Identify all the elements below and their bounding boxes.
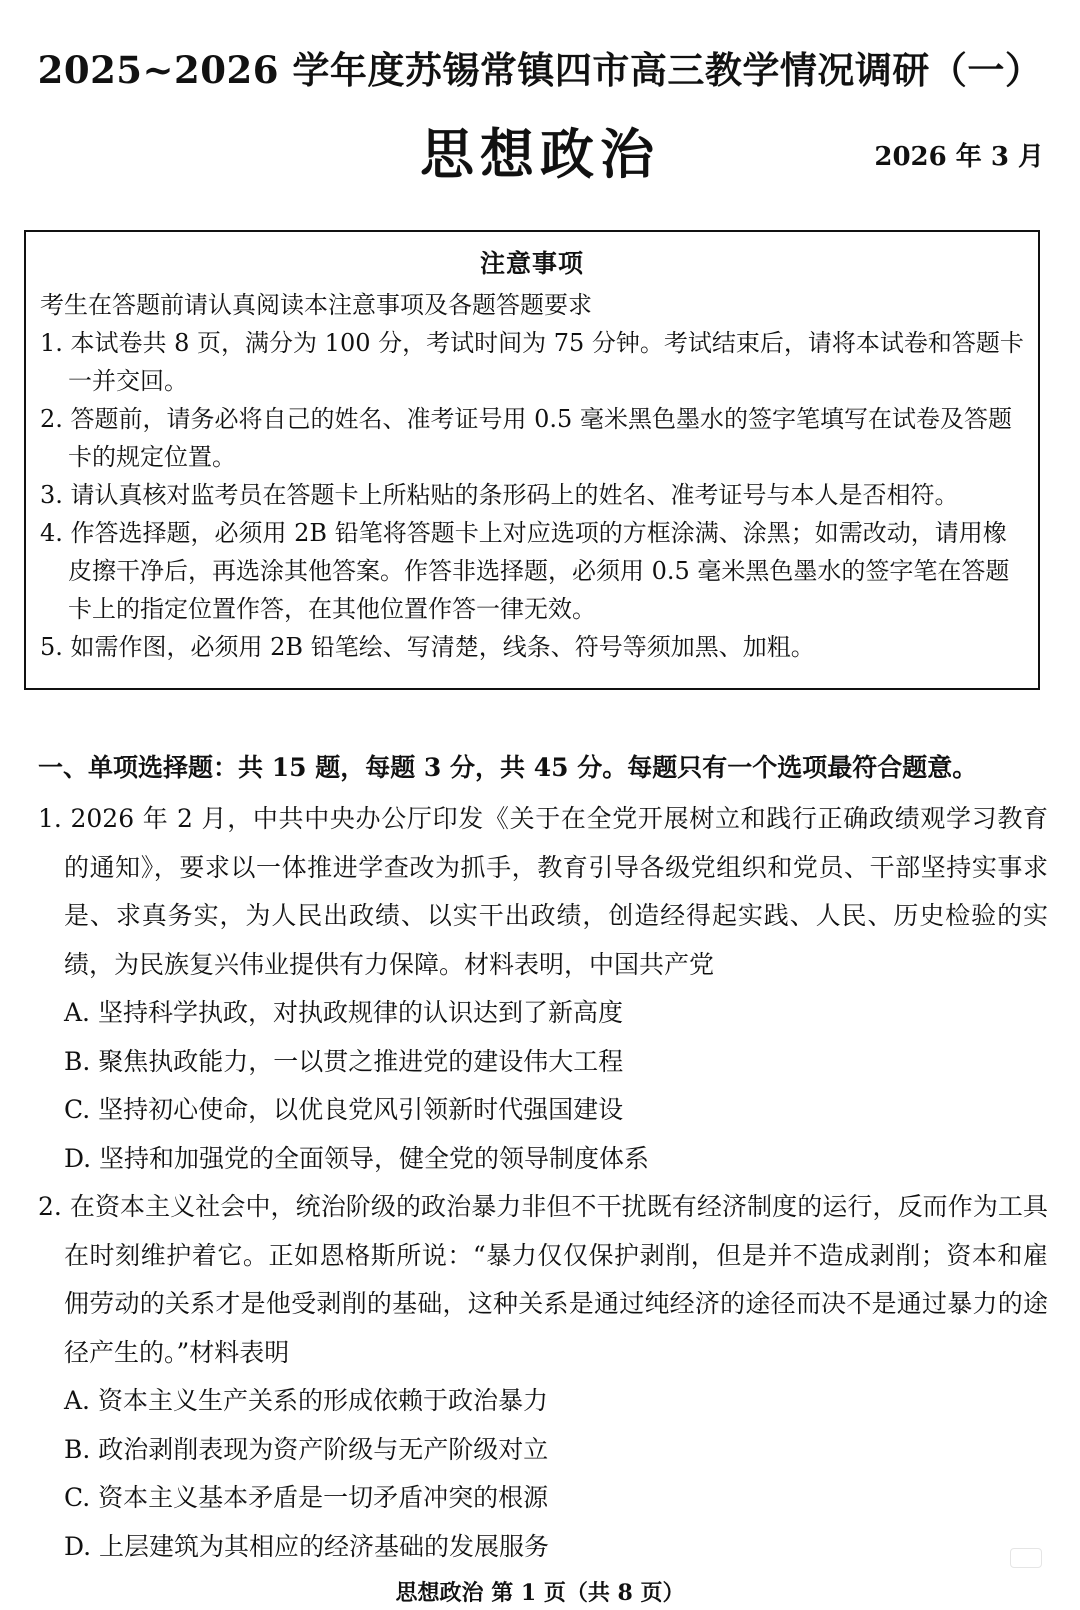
option-a: A. 坚持科学执政，对执政规律的认识达到了新高度 — [64, 998, 623, 1027]
notice-item: 3. 请认真核对监考员在答题卡上所粘贴的条形码上的姓名、准考证号与本人是否相符。 — [40, 481, 959, 509]
option-b: B. 聚焦执政能力，一以贯之推进党的建设伟大工程 — [64, 1046, 624, 1076]
notice-item: 4. 作答选择题，必须用 2B 铅笔将答题卡上对应选项的方框涂满、涂黑；如需改动，请用橡皮擦干净后，再选涂其他答案。作答非选择题，必须用 0.5 毫米黑色墨水的签字笔在答题卡上的指定位置作答，在其他位置作答一律无效。 — [40, 519, 1010, 623]
question-stem: 1. 2026 年 2 月，中共中央办公厅印发《关于在全党开展树立和践行正确政绩观学习教育的通知》，要求以一体推进学查改为抓手，教育引导各级党组织和党员、干部坚持实事求是、求真务实，为人民出政绩、以实干出政绩，创造经得起实践、人民、历史检验的实绩，为民族复兴伟业提供有力保障。材料表明，中国共产党 — [38, 804, 1048, 979]
question-stem: 2. 在资本主义社会中，统治阶级的政治暴力非但不干扰既有经济制度的运行，反而作为工具在时刻维护着它。正如恩格斯所说：“暴力仅仅保护剥削，但是并不造成剥削；资本和雇佣劳动的关系才是他受剥削的基础，这种关系是通过纯经济的途径而决不是通过暴力的途径产生的。”材料表明 — [38, 1192, 1048, 1367]
option-c: C. 资本主义基本矛盾是一切矛盾冲突的根源 — [64, 1483, 549, 1512]
question-1 — [38, 795, 1048, 1183]
option-d: D. 上层建筑为其相应的经济基础的发展服务 — [64, 1531, 550, 1561]
notice-list — [40, 324, 1024, 666]
watermark-icon — [1010, 1548, 1042, 1568]
notice-box — [24, 230, 1040, 690]
section-heading: 一、单项选择题：共 15 题，每题 3 分，共 45 分。每题只有一个选项最符合题意。 — [38, 753, 978, 782]
notice-item: 2. 答题前，请务必将自己的姓名、准考证号用 0.5 毫米黑色墨水的签字笔填写在试卷及答题卡的规定位置。 — [40, 405, 1012, 471]
notice-intro: 考生在答题前请认真阅读本注意事项及各题答题要求 — [40, 291, 592, 319]
exam-date: 2026 年 3 月 — [874, 142, 1044, 172]
option-d: D. 坚持和加强党的全面领导，健全党的领导制度体系 — [64, 1143, 650, 1173]
notice-item: 5. 如需作图，必须用 2B 铅笔绘、写清楚，线条、符号等须加黑、加粗。 — [40, 633, 815, 661]
option-c: C. 坚持初心使命，以优良党风引领新时代强国建设 — [64, 1095, 624, 1124]
subject-title: 思想政治 — [420, 122, 660, 186]
question-list — [38, 795, 1048, 1571]
option-a: A. 资本主义生产关系的形成依赖于政治暴力 — [64, 1386, 548, 1415]
notice-heading: 注意事项 — [479, 249, 584, 278]
exam-title: 2025~2026 学年度苏锡常镇四市高三教学情况调研（一） — [37, 48, 1043, 92]
notice-item: 1. 本试卷共 8 页，满分为 100 分，考试时间为 75 分钟。考试结束后，请将本试卷和答题卡一并交回。 — [40, 329, 1024, 395]
page-footer: 思想政治 第 1 页（共 8 页） — [395, 1580, 685, 1606]
question-2 — [38, 1183, 1048, 1571]
option-b: B. 政治剥削表现为资产阶级与无产阶级对立 — [64, 1434, 549, 1464]
